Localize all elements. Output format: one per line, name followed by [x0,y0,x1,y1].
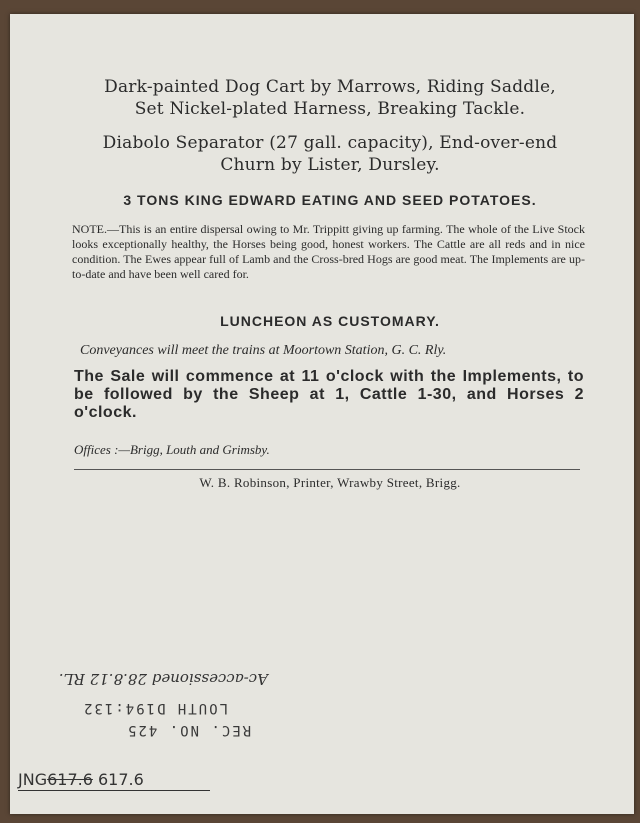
printer-imprint: W. B. Robinson, Printer, Wrawby Street, Brigg. [199,475,461,490]
conveyances-notice: Conveyances will meet the trains at Moortown Station, G. C. Rly. [80,343,447,358]
luncheon-heading: LUNCHEON AS CUSTOMARY. [220,313,440,329]
offices-line: Offices :—Brigg, Louth and Grimsby. [74,442,270,457]
dog-cart-line-1: Dark-painted Dog Cart by Marrows, Riding Saddle, [104,77,556,97]
accession-handwriting: Ac-accessioned 28.8.12 RL. [58,670,268,688]
louth-reference-stamp: LOUTH D194:132 [82,700,229,716]
catalog-struck-number: 617.6 [47,770,93,789]
dog-cart-lot [50,76,610,120]
catalog-prefix: JNG [18,770,48,789]
potatoes-lot: 3 TONS KING EDWARD EATING AND SEED POTATOES. [123,192,537,208]
separator-line-2: Churn by Lister, Dursley. [220,155,440,175]
catalog-number [18,770,144,789]
divider-rule [74,469,580,470]
dog-cart-line-2: Set Nickel-plated Harness, Breaking Tackle. [134,99,526,119]
sale-time-notice: The Sale will commence at 11 o'clock with the Implements, to be followed by the Sheep at 1, Cattle 1-30, and Horses 2 o'clock. [74,368,584,421]
record-number-stamp: REC. NO. 425 [126,722,252,738]
catalog-underline [18,790,210,791]
dispersal-note: NOTE.—This is an entire dispersal owing to Mr. Trippitt giving up farming. The whole of the Live Stock looks exceptionally healthy, the Horses being good, honest workers. The Cattle are all reds and in nice condition. The Ewes appear full of Lamb and the Cross-bred Hogs are good meat. The Implements are up-to-date and have been well cared for. [72,222,585,281]
catalog-current-number: 617.6 [98,770,144,789]
separator-lot [50,132,610,176]
sale-bill-page [10,14,634,814]
separator-line-1: Diabolo Separator (27 gall. capacity), End-over-end [102,133,558,153]
